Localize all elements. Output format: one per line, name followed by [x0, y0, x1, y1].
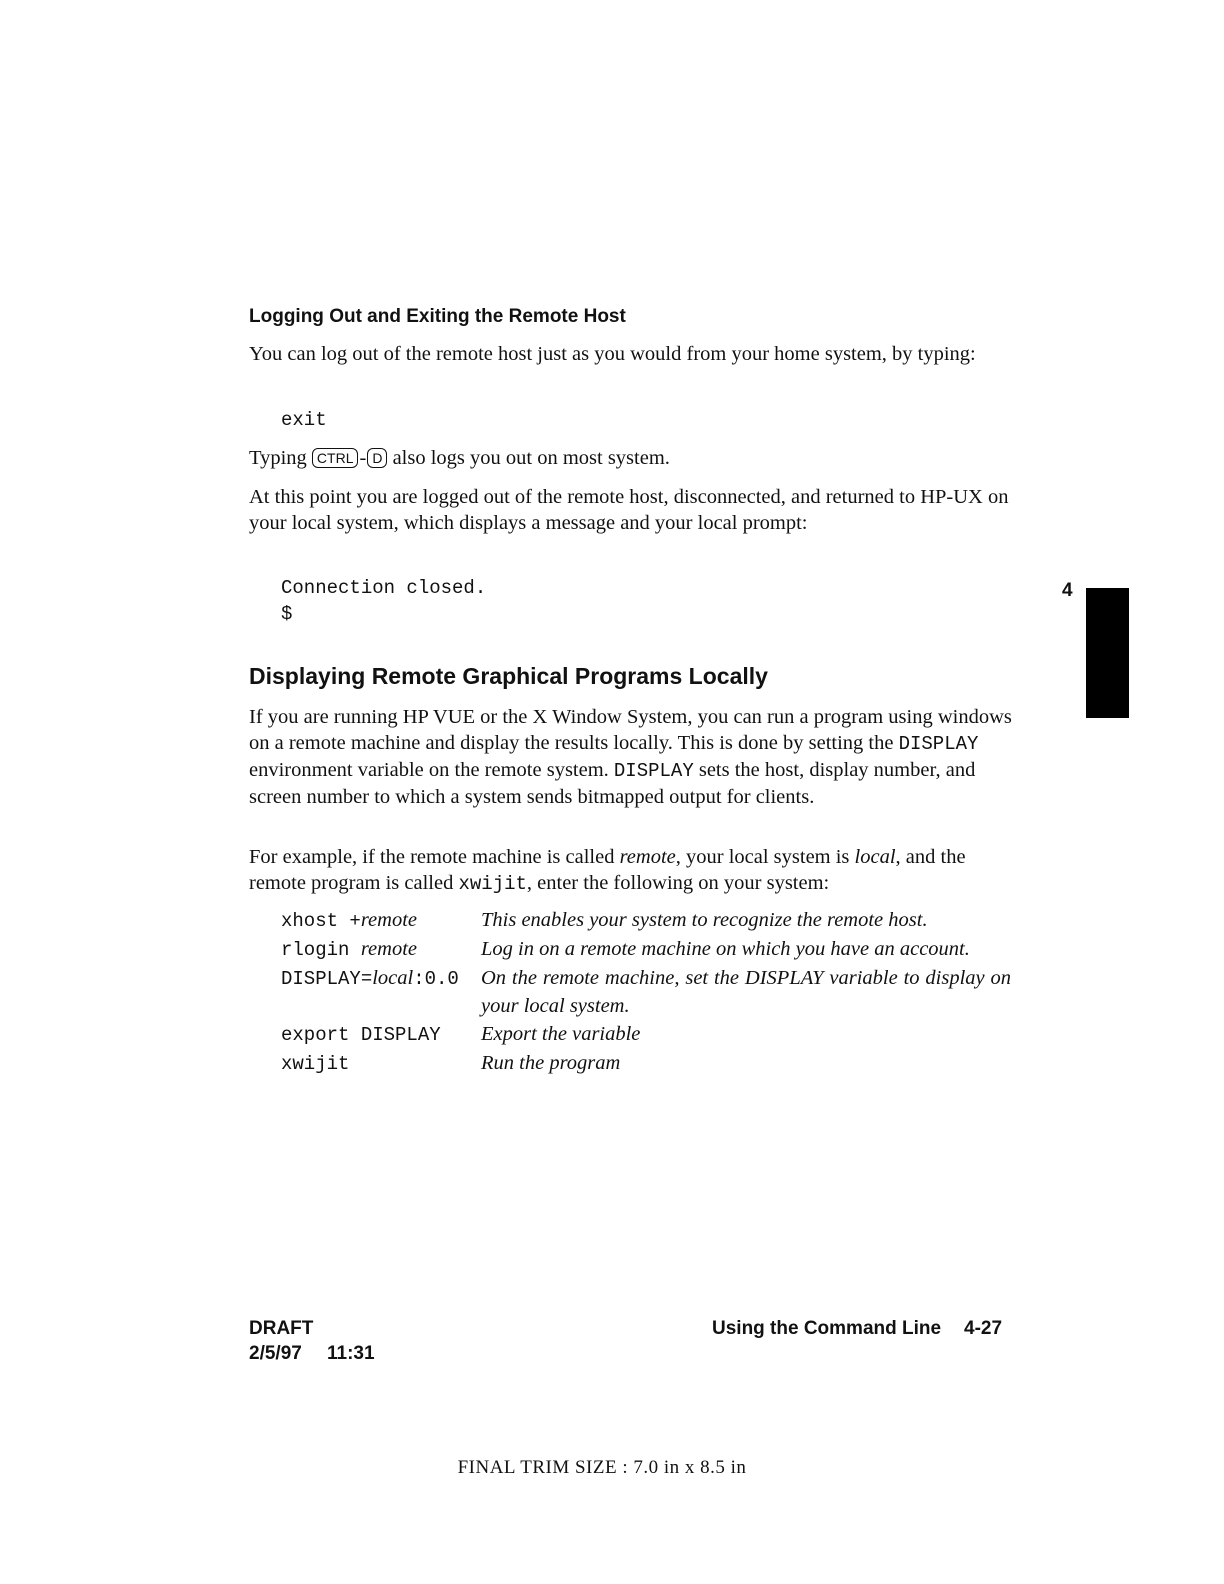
description-cell: This enables your system to recognize the remote host.	[481, 909, 928, 931]
description-cell: Export the variable	[481, 1023, 641, 1045]
display-code: DISPLAY	[613, 760, 694, 782]
page-number: 4-27	[964, 1318, 1003, 1339]
typing-prefix: Typing	[249, 447, 307, 469]
code-connection-closed: Connection closed.	[281, 577, 487, 599]
code-prompt: $	[281, 603, 293, 625]
subsection-heading: Logging Out and Exiting the Remote Host	[249, 306, 626, 327]
description-cell: On the remote machine, set the DISPLAY variable to display on your local system.	[481, 967, 1011, 1017]
code-exit: exit	[281, 409, 327, 431]
running-footer-title: Using the Command Line	[712, 1318, 942, 1339]
draft-label: DRAFT	[249, 1318, 314, 1339]
typing-suffix: also logs you out on most system.	[392, 447, 670, 469]
xwijit-code: xwijit	[458, 873, 527, 895]
d-key-icon: D	[367, 448, 387, 468]
command-cell: export DISPLAY	[281, 1024, 441, 1046]
table-row	[281, 906, 1011, 935]
table-row	[281, 1049, 1011, 1078]
example-paragraph: For example, if the remote machine is called remote, your local system is local, and the remote program is called xwijit, enter the following on your system:	[249, 846, 966, 895]
table-row	[281, 935, 1011, 964]
display-code: DISPLAY	[898, 733, 979, 755]
logout-paragraph: You can log out of the remote host just as you would from your home system, by typing:	[249, 343, 976, 365]
description-cell: Log in on a remote machine on which you have an account.	[481, 938, 970, 960]
description-cell: Run the program	[481, 1052, 621, 1074]
table-row	[281, 964, 1011, 1020]
local-term: local	[854, 846, 896, 868]
ctrl-d-paragraph: Typing CTRL - D also logs you out on most system.	[249, 447, 670, 469]
chapter-tab-number: 4	[1062, 580, 1073, 601]
display-paragraph: If you are running HP VUE or the X Window System, you can run a program using windows on a remote machine and display the results locally. This is done by setting the DISPLAY environment variable on the remote system. DISPLAY sets the host, display number, and screen number to which a system sends bitmapped output for clients.	[249, 706, 1012, 808]
table-row	[281, 1020, 1011, 1049]
chapter-tab-bar	[1086, 588, 1129, 718]
draft-date: 2/5/97	[249, 1343, 302, 1364]
command-cell: DISPLAY=local:0.0	[281, 967, 459, 990]
remote-term: remote	[619, 846, 676, 868]
command-table	[281, 906, 1011, 1078]
section-heading: Displaying Remote Graphical Programs Locally	[249, 663, 768, 689]
command-cell: rlogin remote	[281, 938, 417, 961]
draft-time: 11:31	[327, 1343, 375, 1364]
command-cell: xhost +remote	[281, 909, 417, 932]
logged-out-paragraph: At this point you are logged out of the remote host, disconnected, and returned to HP-UX on your local system, which displays a message and your local prompt:	[249, 486, 1009, 534]
ctrl-key-icon: CTRL	[312, 448, 359, 468]
command-cell: xwijit	[281, 1053, 350, 1075]
trim-size-note: FINAL TRIM SIZE : 7.0 in x 8.5 in	[457, 1457, 747, 1478]
